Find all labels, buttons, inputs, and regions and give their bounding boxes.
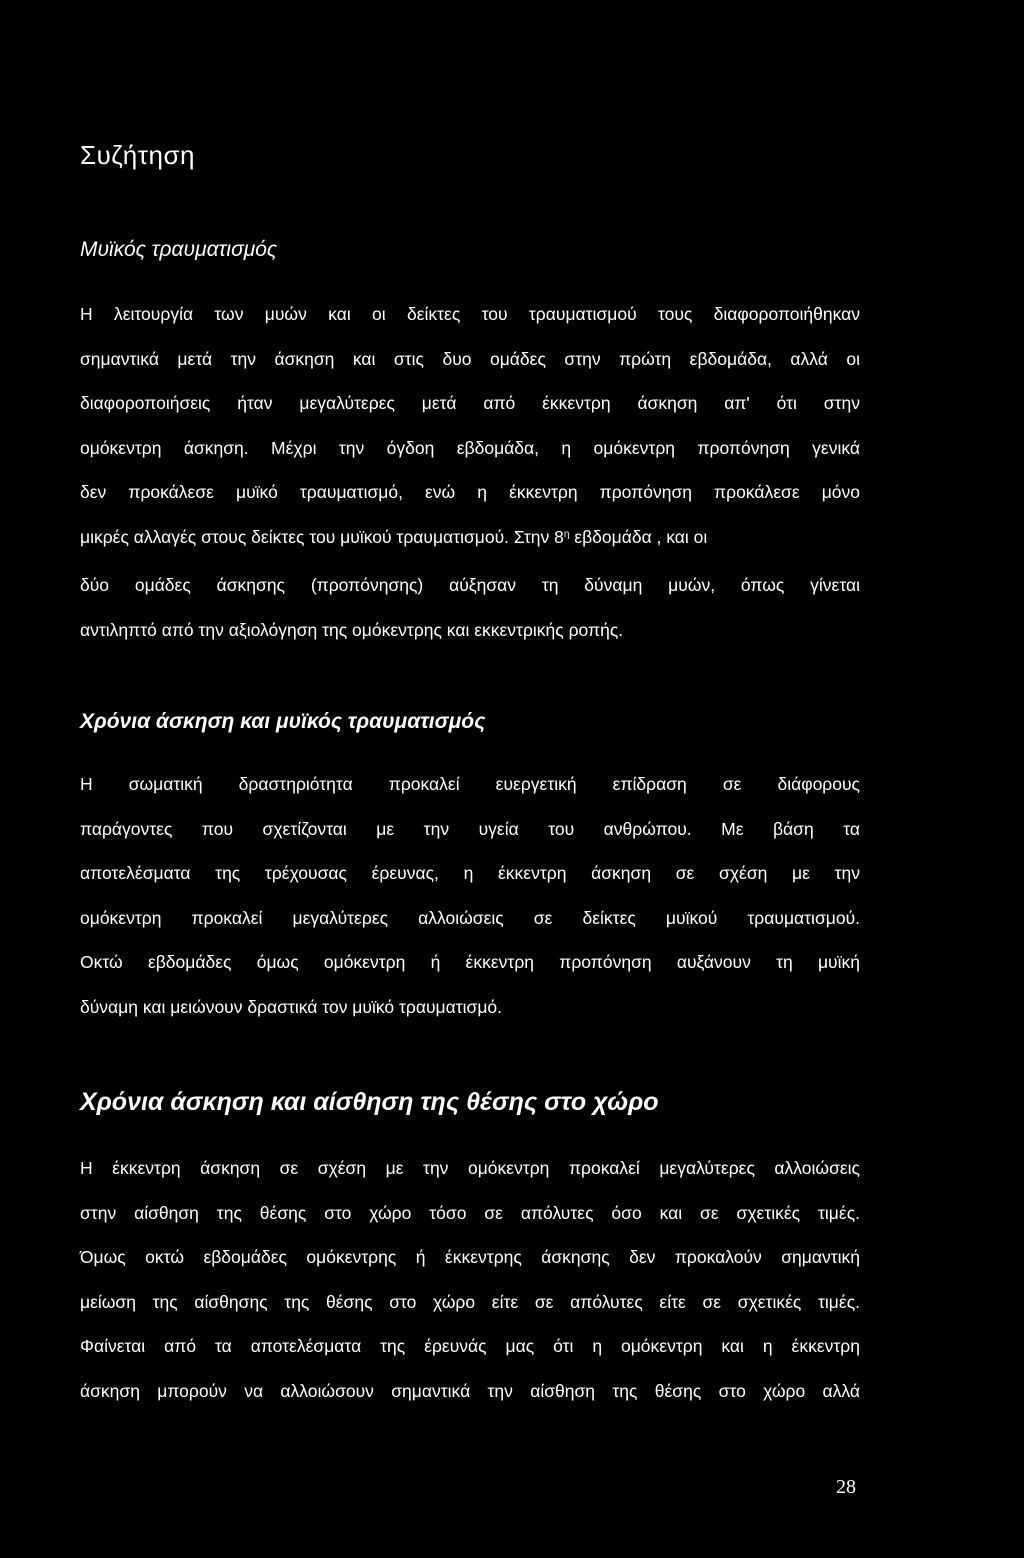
text-line: αντιληπτό από την αξιολόγηση της ομόκεντρης και εκκεντρικής ροπής. <box>80 619 624 640</box>
section-title: Συζήτηση <box>80 140 195 170</box>
text-line: Η λειτουργία των μυών και οι δείκτες του τραυματισμού τους διαφοροποιήθηκαν <box>80 304 860 324</box>
text-line: μείωση της αίσθησης της θέσης στο χώρο είτε σε απόλυτες είτε σε σχετικές τιμές. <box>80 1291 860 1312</box>
superscript: η <box>563 528 570 540</box>
text-fragment: εβδομάδα , και οι <box>569 526 708 547</box>
text-line: δύναμη και μειώνουν δραστικά τον μυϊκό τραυματισμό. <box>80 996 503 1017</box>
text-line: Η σωματική δραστηριότητα προκαλεί ευεργετική επίδραση σε διάφορους <box>80 774 860 794</box>
text-line: δύο ομάδες άσκησης (προπόνησης) αύξησαν τη δύναμη μυών, όπως γίνεται <box>80 575 860 595</box>
text-line: ομόκεντρη προκαλεί μεγαλύτερες αλλοιώσεις σε δείκτες μυϊκού τραυματισμού. <box>80 907 860 928</box>
text-line: δεν προκάλεσε μυϊκό τραυματισμό, ενώ η έκκεντρη προπόνηση προκάλεσε μόνο <box>80 482 860 502</box>
text-line: ομόκεντρη άσκηση. Μέχρι την όγδοη εβδομάδα, η ομόκεντρη προπόνηση γενικά <box>80 437 860 458</box>
text-line: Όμως οκτώ εβδομάδες ομόκεντρης ή έκκεντρης άσκησης δεν προκαλούν σημαντική <box>80 1247 860 1267</box>
text-line: Φαίνεται από τα αποτελέσματα της έρευνάς μας ότι η ομόκεντρη και η έκκεντρη <box>80 1336 860 1356</box>
text-line: στην αίσθηση της θέσης στο χώρο τόσο σε απόλυτες όσο και σε σχετικές τιμές. <box>80 1202 860 1223</box>
document-page <box>80 0 860 1558</box>
subheading-position-sense: Χρόνια άσκηση και αίσθηση της θέσης στο χώρο <box>80 1088 659 1116</box>
page-number: 28 <box>836 1476 856 1498</box>
paragraph-chronic-exercise-injury <box>80 762 860 1029</box>
text-line: παράγοντες που σχετίζονται με την υγεία του ανθρώπου. Με βάση τα <box>80 818 860 839</box>
subheading-muscle-injury: Μυϊκός τραυματισμός <box>80 238 278 261</box>
text-line: Η έκκεντρη άσκηση σε σχέση με την ομόκεντρη προκαλεί μεγαλύτερες αλλοιώσεις <box>80 1158 860 1178</box>
paragraph-position-sense <box>80 1146 860 1413</box>
text-line: άσκηση μπορούν να αλλοιώσουν σημαντικά την αίσθηση της θέσης στο χώρο αλλά <box>80 1380 860 1401</box>
text-fragment: μικρές αλλαγές στους δείκτες του μυϊκού τραυματισμού. Στην 8 <box>80 526 564 547</box>
paragraph-muscle-injury <box>80 292 860 652</box>
text-line: σημαντικά μετά την άσκηση και στις δυο ομάδες στην πρώτη εβδομάδα, αλλά οι <box>80 348 860 369</box>
text-line: αποτελέσματα της τρέχουσας έρευνας, η έκκεντρη άσκηση σε σχέση με την <box>80 863 860 883</box>
subheading-chronic-exercise-injury: Χρόνια άσκηση και μυϊκός τραυματισμός <box>80 710 486 733</box>
text-line: διαφοροποιήσεις ήταν μεγαλύτερες μετά από έκκεντρη άσκηση απ' ότι στην <box>80 393 860 413</box>
text-line-with-superscript <box>80 515 860 564</box>
text-line: Οκτώ εβδομάδες όμως ομόκεντρη ή έκκεντρη προπόνηση αυξάνουν τη μυϊκή <box>80 952 860 972</box>
